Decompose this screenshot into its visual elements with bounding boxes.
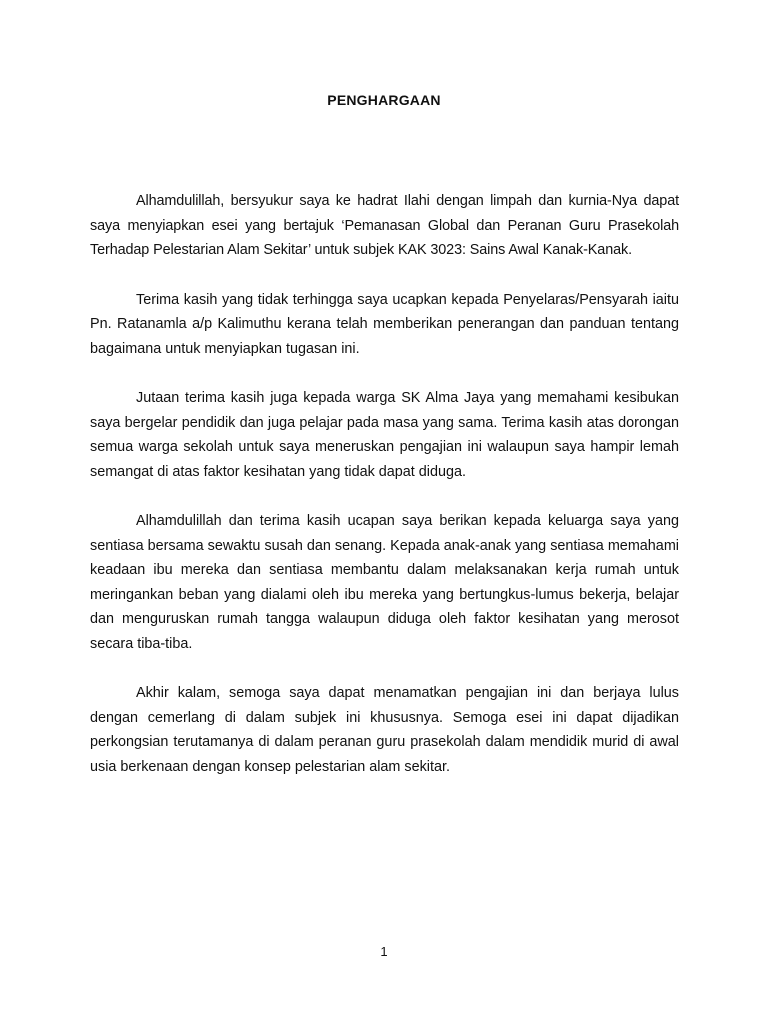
paragraph-4: Alhamdulillah dan terima kasih ucapan saya berikan kepada keluarga saya yang sentiasa bersama sewaktu susah dan senang. Kepada anak-anak yang sentiasa memahami keadaan ibu mereka dan sentiasa membantu dalam melaksanakan kerja rumah untuk meringankan beban yang dialami oleh ibu mereka yang bertungkus-lumus bekerja, belajar dan menguruskan rumah tangga walaupun diduga oleh faktor kesihatan yang merosot secara tiba-tiba. <box>90 513 679 652</box>
paragraph-1: Alhamdulillah, bersyukur saya ke hadrat Ilahi dengan limpah dan kurnia-Nya dapat saya menyiapkan esei yang bertajuk ‘Pemanasan Global dan Peranan Guru Prasekolah Terhadap Pelestarian Alam Sekitar’ untuk subjek KAK 3023: Sains Awal Kanak-Kanak. <box>90 193 679 258</box>
page-title: PENGHARGAAN <box>327 92 441 108</box>
document-body <box>90 189 679 804</box>
page-number: 1 <box>380 944 388 959</box>
paragraph-5: Akhir kalam, semoga saya dapat menamatkan pengajian ini dan berjaya lulus dengan cemerlang di dalam subjek ini khususnya. Semoga esei ini dapat dijadikan perkongsian terutamanya di dalam peranan guru prasekolah dalam mendidik murid di awal usia berkenaan dengan konsep pelestarian alam sekitar. <box>90 685 679 775</box>
paragraph-2: Terima kasih yang tidak terhingga saya ucapkan kepada Penyelaras/Pensyarah iaitu Pn. Ratanamla a/p Kalimuthu kerana telah memberikan penerangan dan panduan tentang bagaimana untuk menyiapkan tugasan ini. <box>90 291 679 357</box>
paragraph-3: Jutaan terima kasih juga kepada warga SK Alma Jaya yang memahami kesibukan saya bergelar pendidik dan juga pelajar pada masa yang sama. Terima kasih atas dorongan semua warga sekolah untuk saya meneruskan pengajian ini walaupun saya hampir lemah semangat di atas faktor kesihatan yang tidak dapat diduga. <box>90 390 679 480</box>
